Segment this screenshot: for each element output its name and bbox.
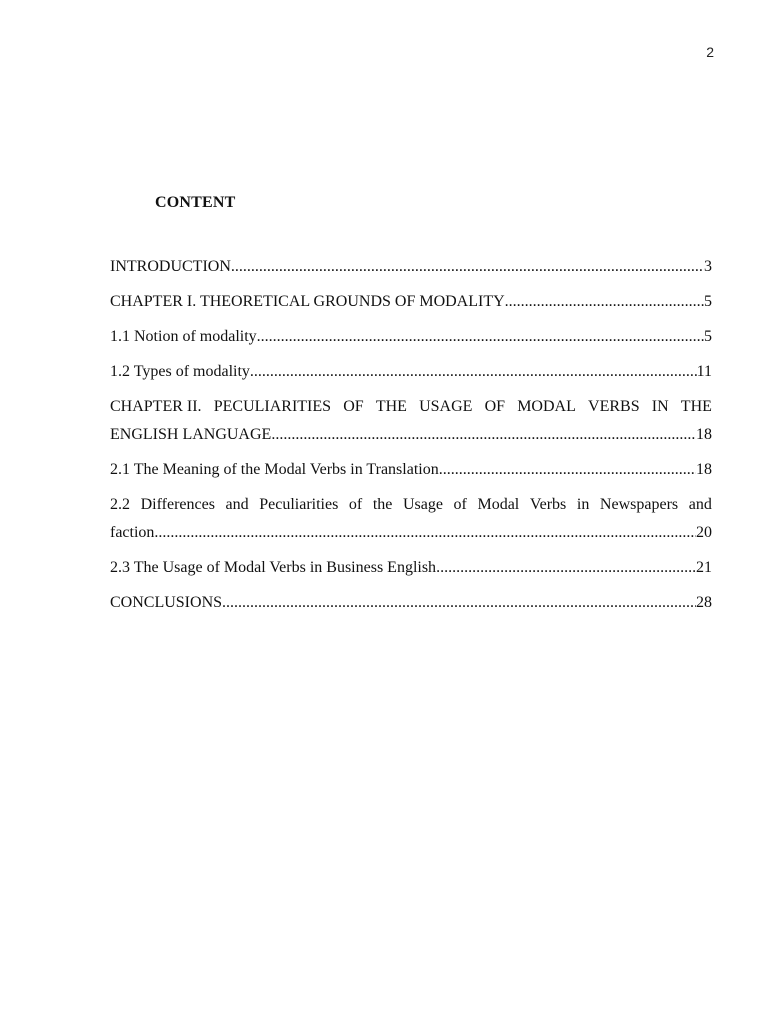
toc-entry-title-line-2: [110, 519, 712, 547]
toc-entry-title: CHAPTER I. THEORETICAL GROUNDS OF MODALITY: [110, 293, 505, 310]
toc-title-word: in: [576, 496, 590, 513]
toc-leader-dots: [250, 358, 697, 386]
toc-title-word: Usage: [402, 496, 443, 513]
toc-title-word: Newspapers: [599, 496, 679, 513]
toc-entry-2-1: [110, 456, 712, 484]
toc-title-word: Differences: [140, 496, 215, 513]
toc-title-word: VERBS: [588, 398, 640, 415]
toc-entry-title: INTRODUCTION: [110, 258, 231, 275]
toc-leader-dots: [271, 421, 696, 449]
toc-title-word: and: [225, 496, 249, 513]
toc-entry-page: 11: [696, 363, 712, 380]
toc-entry-title-line-1: [110, 393, 712, 421]
toc-entry-1-1: [110, 323, 712, 351]
toc-entry-page: 18: [696, 461, 712, 478]
toc-leader-dots: [257, 323, 704, 351]
toc-title-word: the: [372, 496, 393, 513]
toc-entry-title: 1.2 Types of modality: [110, 363, 250, 380]
toc-title-word: THE: [375, 398, 407, 415]
toc-title-word: and: [688, 496, 712, 513]
page-number: 2: [706, 44, 714, 60]
toc-entry-page: 3: [704, 258, 712, 275]
toc-leader-dots: [436, 554, 696, 582]
toc-title-word: OF: [484, 398, 506, 415]
toc-title-word: Modal: [477, 496, 520, 513]
toc-leader-dots: [222, 589, 696, 617]
toc-title-word: of: [348, 496, 363, 513]
toc-entry-title-line-2: [110, 421, 712, 449]
toc-entry-page: 18: [696, 426, 712, 443]
content-heading: CONTENT: [155, 194, 236, 211]
table-of-contents: [110, 253, 712, 624]
toc-entry-page: 5: [704, 293, 712, 310]
toc-entry-1-2: [110, 358, 712, 386]
toc-title-word: CHAPTER II.: [110, 398, 202, 415]
toc-leader-dots: [439, 456, 696, 484]
toc-entry-page: 21: [696, 559, 712, 576]
toc-entry-page: 5: [704, 328, 712, 345]
toc-title-word: Peculiarities: [259, 496, 339, 513]
toc-entry-chapter-2: [110, 393, 712, 449]
toc-title-word: Verbs: [529, 496, 567, 513]
toc-entry-title-line-1: [110, 491, 712, 519]
toc-entry-title: CONCLUSIONS: [110, 594, 223, 611]
toc-entry-title: 2.1 The Meaning of the Modal Verbs in Translation: [110, 461, 439, 478]
toc-entry-page: 28: [696, 594, 712, 611]
toc-title-word: OF: [343, 398, 364, 415]
toc-leader-dots: [154, 519, 696, 547]
toc-entry-conclusions: [110, 589, 712, 617]
toc-title-word: MODAL: [517, 398, 576, 415]
toc-title-word: PECULIARITIES: [213, 398, 332, 415]
toc-title-word: 2.2: [110, 496, 130, 513]
toc-entry-chapter-1: [110, 288, 712, 316]
toc-entry-2-3: [110, 554, 712, 582]
toc-title-word: IN: [651, 398, 669, 415]
toc-entry-introduction: [110, 253, 712, 281]
toc-entry-2-2: [110, 491, 712, 547]
toc-title-word: of: [453, 496, 467, 513]
toc-entry-page: 20: [696, 524, 712, 541]
toc-title-word: THE: [680, 398, 712, 415]
toc-title-word: USAGE: [419, 398, 473, 415]
toc-leader-dots: [231, 253, 704, 281]
toc-entry-title: 2.3 The Usage of Modal Verbs in Business English: [110, 559, 437, 576]
toc-leader-dots: [505, 288, 704, 316]
toc-entry-title-continued: faction: [110, 524, 155, 541]
toc-entry-title: 1.1 Notion of modality: [110, 328, 257, 345]
toc-entry-title-continued: ENGLISH LANGUAGE: [110, 426, 272, 443]
